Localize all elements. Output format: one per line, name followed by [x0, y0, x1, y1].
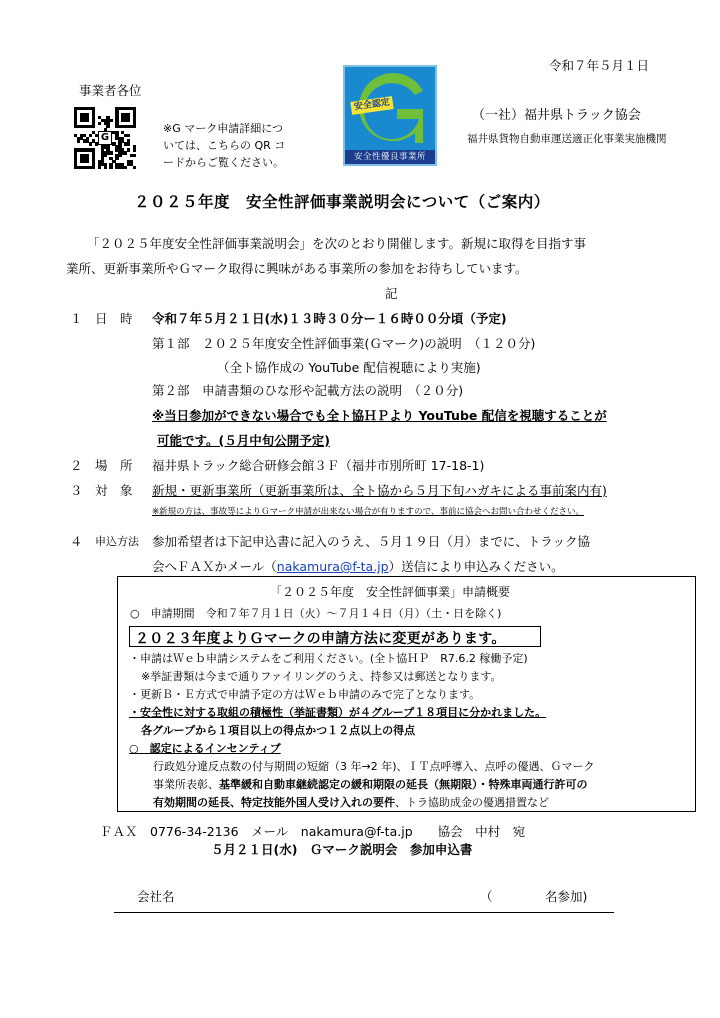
participants-open: （ [480, 889, 493, 904]
item-3-note: ※新規の方は、事故等によりＧマーク申請が出来ない場合が有りますので、事前に協会へお問い合わせください。 [152, 507, 584, 517]
notice-line1: ※当日参加ができない場合でも全ト協ＨＰより YouTube 配信を視聴することが [152, 408, 607, 423]
item-1-value: 令和７年５月２１日(水)１３時３０分ー１６時００分頃（予定) [152, 311, 507, 326]
incentive-line3-post: 、トラ協助成金の優遇措置など [395, 796, 549, 809]
item-2-value: 福井県トラック総合研修会館３Ｆ（福井市別所町 17-18-1) [152, 458, 485, 473]
summary-period: ○ 申請期間 令和７年７月１日（火）～７月１４日（月）（土・日を除く) [130, 607, 502, 620]
intro-line2: 業所、更新事業所やＧマーク取得に興味がある事業所の参加をお待ちしています。 [66, 261, 528, 276]
org-name: （一社）福井県トラック協会 [472, 108, 641, 123]
safety-line: ・安全性に対する取組の積極性（挙証書類）が４グループ１８項目に分かれました。 [129, 706, 547, 719]
logo-top-text: 安全認定 [350, 96, 393, 115]
qr-note [163, 120, 285, 171]
logo-bottom-text: 安全性優良事業所 [345, 150, 435, 164]
part2-line: 第２部 申請書類のひな形や記載方法の説明 （２０分) [152, 383, 464, 398]
group-line: 各グループから１項目以上の得点かつ１２点以上の得点 [141, 724, 416, 737]
qr-note-line3: ードからご覧ください。 [163, 156, 284, 169]
apply-line2-post: ）送信により申込みください。 [388, 559, 564, 574]
incentive-heading: ○ 認定によるインセンティブ [129, 742, 281, 755]
incentive-line3-bold: 有効期間の延長、特定技能外国人受け入れの要件 [153, 796, 395, 809]
web-line: ・申請はＷｅｂ申請システムをご利用ください。(全ト協ＨＰ R7.6.2 稼働予定) [129, 652, 528, 665]
item-3-label: 対 象 [95, 483, 133, 498]
renewal-line: ・更新Ｂ・Ｅ方式で申請予定の方はＷｅｂ申請のみで完了となります。 [129, 688, 481, 701]
form-contact: ＦＡＸ 0776-34-2136 メール nakamura@f-ta.jp 協会 中村 宛 [100, 824, 526, 839]
qr-note-line2: いては、こちらの QR コ [163, 139, 286, 152]
incentive-line1: 行政処分違反点数の付与期間の短縮（3 年→2 年)、ＩＴ点呼導入、点呼の優遇、Ｇマーク [153, 760, 595, 773]
org-sub: 福井県貨物自動車運送適正化事業実施機関 [467, 133, 667, 145]
incentive-line2 [153, 776, 588, 792]
evidence-line: ※挙証書類は今まで通りファイリングのうえ、持参又は郵送となります。 [141, 670, 502, 683]
email-link[interactable]: nakamura@f-ta.jp [276, 559, 389, 574]
g-mark-logo [343, 65, 437, 166]
qr-code[interactable] [74, 107, 136, 169]
part1-note: （全ト協作成の YouTube 配信視聴により実施) [217, 360, 481, 375]
item-1-number: １ [70, 311, 83, 326]
company-label: 会社名 [137, 889, 175, 904]
signature-line[interactable] [114, 912, 614, 913]
issue-date: 令和７年５月１日 [549, 58, 650, 73]
item-2-number: ２ [70, 458, 83, 473]
ki-label: 記 [385, 286, 398, 301]
notice-line2: 可能です。(５月中旬公開予定) [157, 433, 330, 448]
participants-label: 名参加) [545, 889, 588, 904]
intro-line1: 「２０２５年度安全性評価事業説明会」を次のとおり開催します。新規に取得を目指す事 [87, 236, 587, 251]
apply-line1: 参加希望者は下記申込書に記入のうえ、５月１９日（月）までに、トラック協 [152, 534, 591, 549]
item-4-label: 申込方法 [95, 535, 139, 548]
item-2-label: 場 所 [95, 458, 133, 473]
item-4-number: ４ [70, 534, 83, 549]
item-3-value: 新規・更新事業所（更新事業所は、全ト協から５月下旬ハガキによる事前案内有) [152, 483, 607, 498]
apply-line2 [152, 557, 564, 575]
qr-note-line1: ※G マーク申請詳細につ [163, 122, 284, 135]
addressee: 事業者各位 [79, 83, 142, 98]
part1-line: 第１部 ２０２５年度安全性評価事業(Ｇマーク)の説明 （１２０分) [152, 336, 536, 351]
apply-line2-pre: 会へＦＡＸかメール（ [152, 559, 277, 574]
incentive-line2-bold: 基準緩和自動車継続認定の緩和期限の延長（無期限）・特殊車両通行許可の [219, 778, 588, 791]
summary-heading: 「２０２５年度 安全性評価事業」申請概要 [270, 585, 511, 599]
incentive-line3 [153, 794, 549, 810]
page-title: ２０２５年度 安全性評価事業説明会について（ご案内） [134, 193, 550, 211]
form-title: ５月２１日(水) Ｇマーク説明会 参加申込書 [211, 842, 473, 857]
incentive-line2-pre: 事業所表彰、 [153, 778, 219, 791]
item-3-number: ３ [70, 483, 83, 498]
change-notice: ２０２３年度よりＧマークの申請方法に変更があります。 [135, 631, 506, 647]
qr-center-g-icon: G [98, 131, 112, 145]
item-1-label: 日 時 [95, 311, 133, 326]
